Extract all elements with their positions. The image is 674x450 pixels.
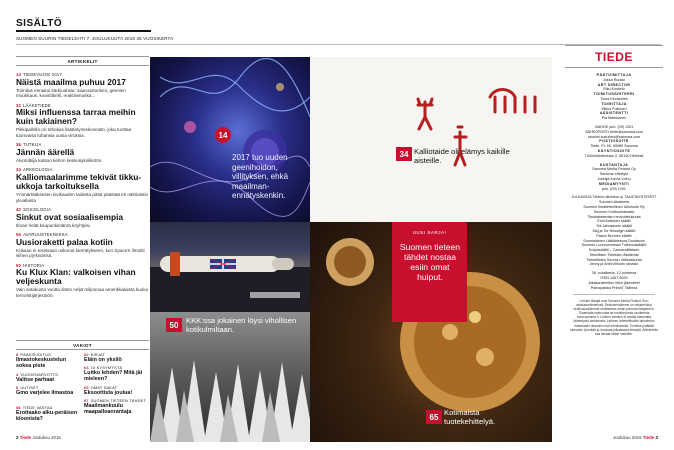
- article-kicker: 32 LÄÄKETIEDE: [16, 102, 51, 108]
- regular-headline: Ilmastokeskustelun sokea piste: [16, 357, 67, 369]
- article-headline: Näistä maailma puhuu 2017: [16, 76, 126, 87]
- rocket-photo: [150, 222, 310, 312]
- regular-item[interactable]: [16, 405, 80, 422]
- regular-item[interactable]: [16, 372, 80, 383]
- new-series-box[interactable]: [392, 222, 467, 322]
- tiede-logo: TIEDE: [595, 50, 633, 64]
- regular-headline: Valitse parhaat: [16, 377, 55, 383]
- article-item[interactable]: [16, 103, 149, 139]
- regular-item[interactable]: [84, 365, 148, 382]
- regular-headline: Gmo varjelee ilmastoa: [16, 390, 74, 396]
- article-teaser: Pikkipallollo on tehokas lisääntymiskoneisto, joka tuottaa tuumassa tuhansia uusia viruksia.: [16, 127, 132, 138]
- rock-page-badge: 34: [396, 147, 412, 161]
- footer-left: 2 Tiede Joulukuu 2016: [16, 435, 61, 440]
- kkk-caption: KKK:ssa jokainen löysi vihollisen kotikulmiltaan.: [186, 316, 297, 334]
- article-item[interactable]: [16, 263, 149, 299]
- article-headline: Ku Klux Klan: valkoisen vihan veljeskunta: [16, 267, 136, 287]
- regular-kicker: 64 10 KYSYMYSTÄ: [84, 365, 123, 370]
- rock-caption: Kalliotaide oli elämys kaikille aisteille.: [414, 147, 510, 165]
- article-headline: Uusioraketti palaa kotiin: [16, 236, 113, 247]
- footer-right: Joulukuu 2016 Tiede 3: [613, 435, 658, 440]
- article-kicker: 36 TUTKIJA: [16, 142, 42, 148]
- flu-page-badge: 14: [215, 127, 231, 143]
- page-subtitle: SUOMEN SUURIN TIEDELEHTI 7. JOULUKUUTA 2016 36.VUOSIKERTA: [16, 36, 174, 41]
- new-series-text: Suomen tieteen tähdet nostaa esiin omat huiput.: [399, 242, 461, 282]
- contact-info: VAIHDE puh. (09) 1201 SÄHKÖPOSTI tiede@sanoma.com etunimi.sukunimi@sanoma.com POSTIOSOITE Tiede, PL 65, 00089 Sanoma KÄYNTIOSOITE Töölönlahdenkatu 2, 00100 Helsinki: [584, 124, 644, 158]
- article-kicker: 50 HISTORIA: [16, 262, 45, 268]
- regular-kicker: 58 TIEDE VASTAA: [16, 405, 53, 410]
- regular-item[interactable]: [16, 352, 80, 369]
- page-title: SISÄLTÖ: [16, 18, 63, 29]
- regular-kicker: 65 OMAT SAKAT: [84, 385, 118, 390]
- article-kicker: 14 TIEDEVUOSI 2017: [16, 72, 62, 77]
- article-kicker: 34 ARKEOLOGIA: [16, 167, 53, 173]
- masthead-divider: [573, 294, 655, 295]
- food-caption: Kotimaista tuotekehittelyä.: [444, 408, 496, 426]
- regular-headline: Luitko lehden? Mitä jäi mieleen?: [84, 370, 143, 382]
- regular-kicker: 4 VUODENARVOTTS: [16, 372, 58, 377]
- kkk-page-badge: 50: [166, 318, 182, 332]
- article-teaser: Älvotutkija katsoo kehon keskusyksikköön.: [16, 157, 103, 163]
- issue-info: 36. vuosikerta, 12 numeroa ISSN 1457-9030 Aikakauslehtien liiton jäsenlehti Painopaikka PrintaT Tallinna: [588, 271, 640, 290]
- flu-caption: 2017 tuo uuden geenihoidon, villityksen, ehkä maailman-ennätyskenkin.: [232, 153, 289, 200]
- staff-list: PÄÄTOIMITTAJA Jukka Ruukki ART DIRECTOR Riku Koskelo TOIMITUSSIHTEERI Tuula Kinnarinen TOIMITTAJA Mikko Pullonen ASSISTENTTI Pia Markkanen: [593, 73, 635, 121]
- article-kicker: 42 SOSIOLOGIA: [16, 207, 52, 213]
- article-headline: Miksi influenssa tarraa meihin kuin takiainen?: [16, 107, 136, 127]
- rock-painting-photo: [310, 57, 552, 222]
- article-item[interactable]: [16, 232, 149, 259]
- article-teaser: Ilman heitä kaupunkielämä köyhtyisi.: [16, 222, 91, 228]
- new-series-kicker: UUSI SARJA!: [412, 230, 447, 235]
- regular-kicker: 6 UUTISET: [16, 385, 39, 390]
- regular-headline: Eksoottista joulua!: [84, 390, 133, 396]
- regular-item[interactable]: [84, 352, 148, 363]
- article-item[interactable]: [16, 72, 149, 99]
- article-teaser: Kukaan ei tosissaan uskonut kierrätykseen, kun SpaceX ilmoitti siihen pyrkivänsä.: [16, 247, 145, 259]
- article-teaser: Vain satakunta vuotta sitten neljä miljoonaa amerikkalaista kuului terroristijärjestöön.: [16, 287, 148, 299]
- rock-painting-figures: [310, 57, 552, 222]
- regular-section-label: VAKIOT: [16, 340, 149, 350]
- title-rule: [16, 30, 151, 32]
- article-item[interactable]: [16, 167, 149, 203]
- articles-column: [16, 56, 149, 303]
- regular-kicker: 62 KIRJAT: [84, 352, 106, 357]
- article-teaser: Ymmärtääksesen kivikauden taidetta pitää päästää irti näköaistin ylivallasta: [16, 191, 149, 203]
- articles-section-label: ARTIKKELIT: [16, 56, 149, 66]
- article-item[interactable]: [16, 142, 149, 163]
- regular-kicker: 8 PÄÄKIRJOITUS: [16, 352, 51, 357]
- regular-headline: Erottaako alku-peräisen kloonista?: [16, 410, 78, 422]
- partner-organisations: JULKAISIJA Tieteen tiedotus ry. TAUSTAYHTEISÖT Suomen Akatemia Suomen Ilmatieteellinen Ulkohoito Ry Suomen Kulttuurirahasto Tiedeakatemian neuvottelukunta Emil Aaltosen säätiö Ylä-Jahnssonin säätiö Maj ja Tor Nessligin säätiö Paavo Nurmen säätiö Suomalainen Lääkäriseura Duodecim Suomen Luonnonvarain Tutkimussäätiö Svöpksäätiö – Cancerstiftelsen Teknillisen Tieteiden Akatemia Tieteellisten Seurain Valtuuskunta Jenny ja Antti Wihurin rahasto: [571, 195, 657, 267]
- article-headline: Sinkut ovat sosiaalisempia: [16, 211, 124, 222]
- dna-virus-photo: [150, 57, 310, 222]
- publisher-info: KUSTANTAJA Sanoma Media Finland Oy Sanoma Lifestyle Johtaja Jonna Liehu MEDIAMYYNTI puh. (09) 1201: [592, 162, 636, 191]
- article-headline: Kalliomaalarimme tekivät tikku-ukkoja tarkoituksella: [16, 171, 142, 191]
- masthead-column: [565, 45, 663, 336]
- subscriber-fine-print: Lehden tilaajat ovat Sanoma Media Finland Oy:n asiakasrekisterissä. Rekisterissämme on rekisteröidyt verkkosivuillamme osoittaessa oman panosta tilaajamme. Tilaamatta mainontaa tai markkinointia osoitteesta www.sanoma.fi. Lehden toimitus ei vastaa tilaamatta lähetetystä aineistosta. Lehteen lähetettäväksi tarkoitetun materiaalin oikeudet ovat toimituksella. Toimitus pidättää oikeuden lyhentää ja muokata julkaistavia tekstejä. Artikkeleita saa lainata lähde mainiten.: [570, 298, 658, 336]
- article-item[interactable]: [16, 207, 149, 228]
- regular-headline: Maailmankuulu maapalloanrantaja: [84, 403, 132, 415]
- article-teaser: Toimitus ennakoi kärkiuutisia: avaruusturismi, geenien muokkaus, kvanttitietli, reaktiivinuska...: [16, 87, 126, 99]
- regular-headline: Eläin on yksilö: [84, 357, 122, 363]
- regular-item[interactable]: [84, 398, 148, 415]
- masthead-logo-box: [565, 45, 663, 68]
- food-page-badge: 65: [426, 410, 442, 424]
- regular-kicker: 67 SUOMEN TIETEEN TÄHDET: [84, 398, 147, 403]
- rocket-illustration: [150, 222, 310, 312]
- regular-item[interactable]: [84, 385, 148, 396]
- article-kicker: 56 AVARUUSTEKNIIKKA: [16, 232, 68, 238]
- kkk-photo: [150, 312, 310, 442]
- regular-item[interactable]: [16, 385, 80, 396]
- article-headline: Jännän äärellä: [16, 146, 75, 157]
